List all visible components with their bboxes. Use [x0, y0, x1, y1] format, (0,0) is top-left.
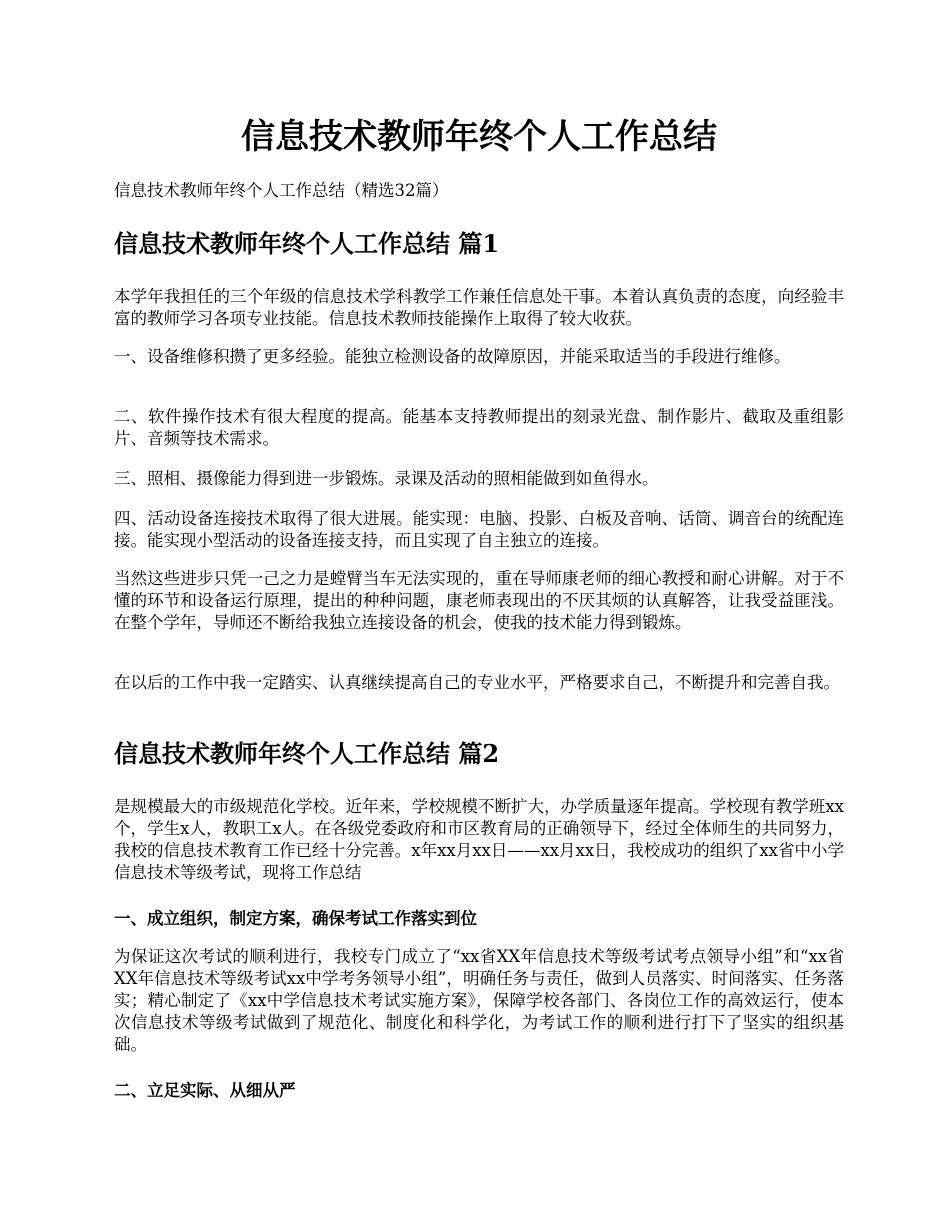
- paragraph: 为保证这次考试的顺利进行，我校专门成立了“xx省XX年信息技术等级考试考点领导小组”和“xx省XX年信息技术等级考试xx中学考务领导小组”，明确任务与责任，做到人员落实、时间落实、任务落实；精心制定了《xx中学信息技术考试实施方案》，保障学校各部门、各岗位工作的高效运行，使本次信息技术等级考试做到了规范化、制度化和科学化，为考试工作的顺利进行打下了坚实的组织基础。: [114, 947, 844, 1054]
- paragraph: 在以后的工作中我一定踏实、认真继续提高自己的专业水平，严格要求自己，不断提升和完善自我。: [114, 673, 840, 692]
- document-subtitle: 信息技术教师年终个人工作总结（精选32篇）: [114, 181, 449, 200]
- document-title: 信息技术教师年终个人工作总结: [241, 117, 717, 157]
- paragraph: 是规模最大的市级规范化学校。近年来，学校规模不断扩大，办学质量逐年提高。学校现有教学班xx个，学生x人，教职工x人。在各级党委政府和市区教育局的正确领导下，经过全体师生的共同努力，我校的信息技术教育工作已经十分完善。x年xx月xx日——xx月xx日，我校成功的组织了xx省中小学信息技术等级考试，现将工作总结: [114, 797, 844, 882]
- paragraph: 本学年我担任的三个年级的信息技术学科教学工作兼任信息处干事。本着认真负责的态度，向经验丰富的教师学习各项专业技能。信息技术教师技能操作上取得了较大收获。: [114, 287, 844, 328]
- paragraph: 二、软件操作技术有很大程度的提高。能基本支持教师提出的刻录光盘、制作影片、截取及重组影片、音频等技术需求。: [114, 407, 844, 448]
- paragraph: 当然这些进步只凭一己之力是螳臂当车无法实现的，重在导师康老师的细心教授和耐心讲解。对于不懂的环节和设备运行原理，提出的种种问题，康老师表现出的不厌其烦的认真解答，让我受益匪浅。在整个学年，导师还不断给我独立连接设备的机会，使我的技术能力得到锻炼。: [114, 569, 844, 632]
- section-heading-2: 信息技术教师年终个人工作总结 篇2: [114, 739, 500, 768]
- paragraph: 四、活动设备连接技术取得了很大进展。能实现：电脑、投影、白板及音响、话筒、调音台的统配连接。能实现小型活动的设备连接支持，而且实现了自主独立的连接。: [114, 509, 844, 550]
- paragraph: 一、设备维修积攒了更多经验。能独立检测设备的故障原因，并能采取适当的手段进行维修。: [114, 347, 791, 366]
- subsection-heading-2: 二、立足实际、从细从严: [114, 1081, 296, 1100]
- section-heading-1: 信息技术教师年终个人工作总结 篇1: [114, 229, 500, 258]
- subsection-heading-1: 一、成立组织，制定方案，确保考试工作落实到位: [114, 909, 477, 928]
- paragraph: 三、照相、摄像能力得到进一步锻炼。录课及活动的照相能做到如鱼得水。: [114, 469, 659, 488]
